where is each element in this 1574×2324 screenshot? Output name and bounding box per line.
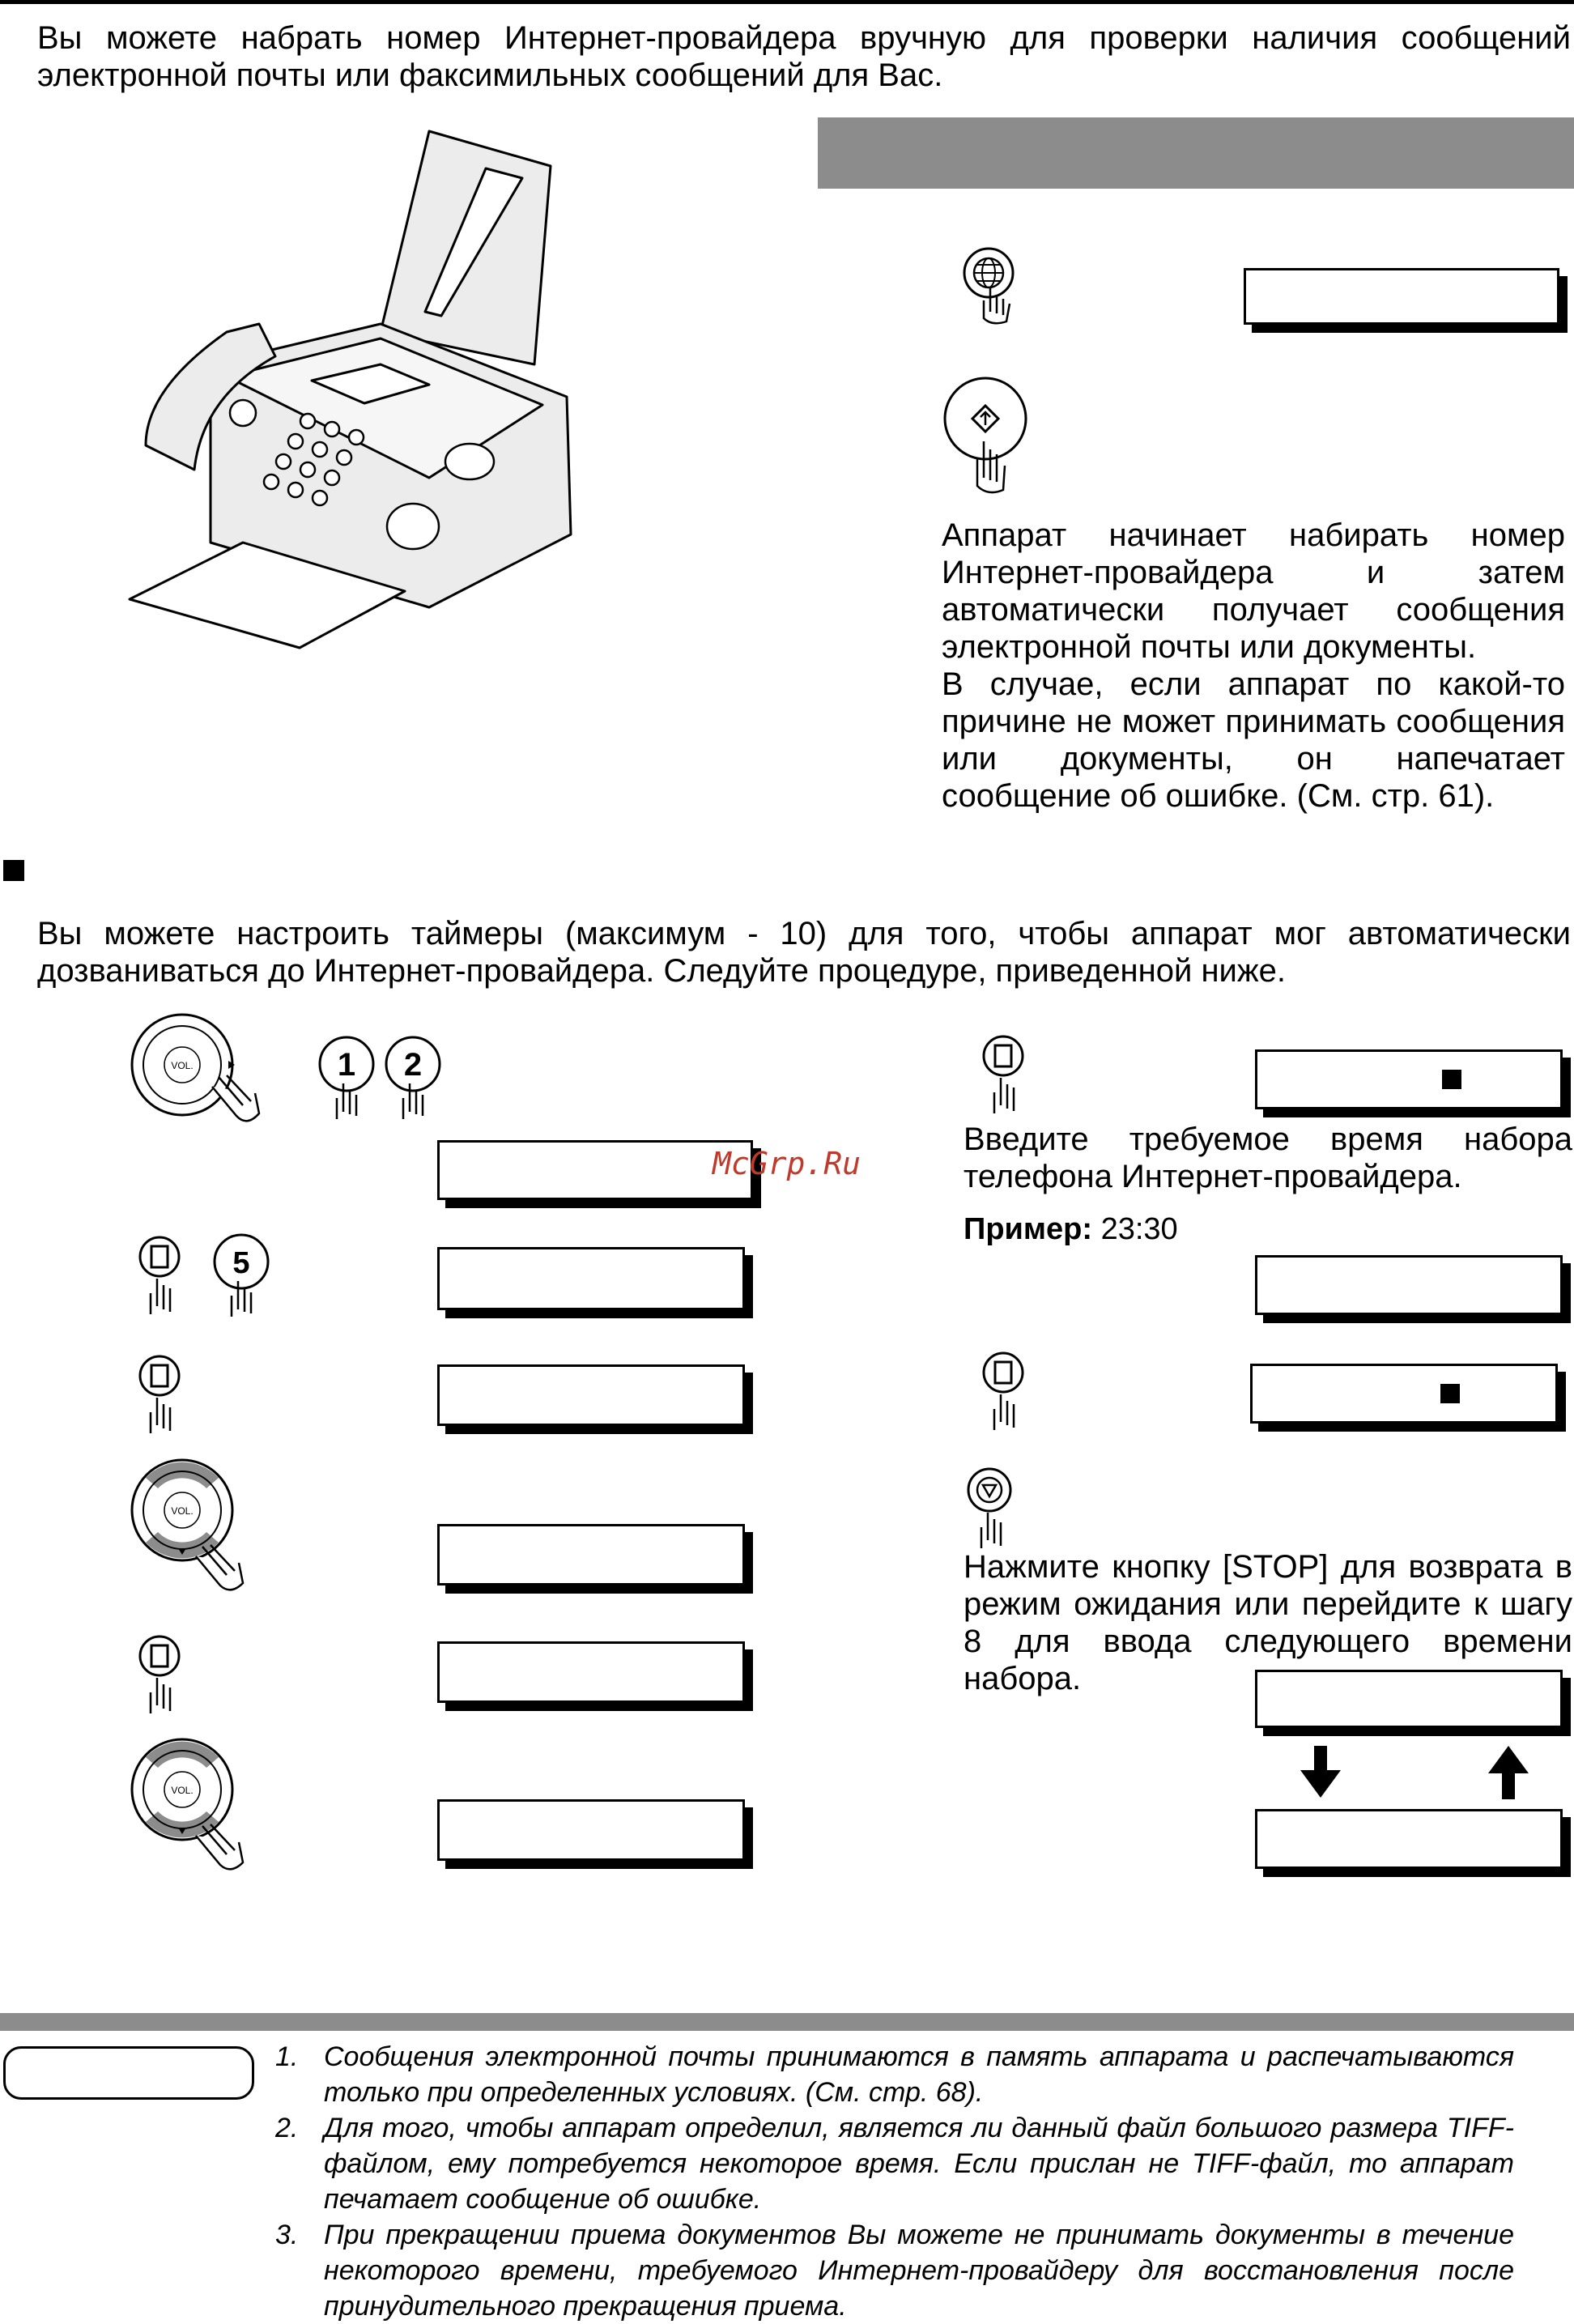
nav-wheel-icon[interactable] xyxy=(121,1012,267,1134)
note-number: 1. xyxy=(275,2041,299,2072)
stop-paragraph: Нажмите кнопку [STOP] для возврата в режим ожидания или перейдите к шагу 8 для ввода следующего времени набора. xyxy=(964,1549,1572,1696)
example-label: Пример: xyxy=(964,1212,1092,1246)
note-number: 2. xyxy=(275,2113,299,2143)
watermark: McGrp.Ru xyxy=(713,1146,861,1181)
top-rule xyxy=(0,0,1574,4)
vol-label: VOL. xyxy=(171,1505,194,1517)
lcd-display-right-2 xyxy=(1255,1255,1563,1315)
lcd-display-top xyxy=(1244,268,1559,325)
note-item xyxy=(275,2039,1514,2112)
note-item xyxy=(275,2217,1514,2324)
enter-time-paragraph: Введите требуемое время набора телефона Интернет-провайдера. xyxy=(964,1122,1572,1194)
arrow-up-icon xyxy=(1487,1746,1530,1799)
start-key-icon[interactable] xyxy=(943,377,1032,498)
display-cursor-block xyxy=(1440,1384,1460,1403)
vol-label: VOL. xyxy=(171,1785,194,1796)
lcd-display-step-3 xyxy=(437,1364,745,1426)
internet-key-icon[interactable] xyxy=(959,247,1024,328)
note-text: При прекращении приема документов Вы можете не принимать документы в течение некоторого времени, требуемого Интернет-провайдеру для восстановления после принудительного прекращения приема. xyxy=(324,2220,1514,2322)
note-text: Сообщения электронной почты принимаются в память аппарата и распечатываются только при определенных условиях. (См. стр. 68). xyxy=(324,2041,1514,2108)
lcd-display-step-4 xyxy=(437,1524,745,1586)
result-text-1: Аппарат начинает набирать номер Интернет-провайдера и затем автоматически получает сообщения электронной почты или документы. xyxy=(942,517,1565,665)
lcd-display-step-6 xyxy=(437,1799,745,1861)
key-5-label: 5 xyxy=(232,1246,250,1280)
menu-key-icon[interactable] xyxy=(138,1634,186,1719)
key-1-label: 1 xyxy=(337,1047,356,1083)
note-number: 3. xyxy=(275,2220,299,2250)
menu-key-icon[interactable] xyxy=(981,1034,1030,1119)
gray-header-bar xyxy=(818,117,1574,189)
result-text-2: В случае, если аппарат по какой-то причине не может принимать сообщения или документы, он напечатает сообщение об ошибке. (См. стр. 61). xyxy=(942,666,1565,814)
lcd-display-right-4 xyxy=(1255,1670,1563,1728)
nav-wheel-down-icon[interactable] xyxy=(121,1458,267,1595)
result-paragraph xyxy=(942,517,1565,815)
key-5-icon[interactable] xyxy=(212,1232,277,1322)
note-text: Для того, чтобы аппарат определил, является ли данный файл большого размера TIFF-файлом, ему потребуется некоторое время. Если прислан не TIFF-файл, то аппарат печатает сообщение об ошибке. xyxy=(324,2113,1514,2215)
lcd-display-right-3 xyxy=(1250,1364,1558,1424)
lcd-display-right-1 xyxy=(1255,1049,1563,1109)
example-line xyxy=(964,1212,1178,1247)
section-bullet xyxy=(3,860,24,881)
lcd-display-step-1 xyxy=(437,1140,753,1200)
vol-label: VOL. xyxy=(171,1060,194,1071)
example-value: 23:30 xyxy=(1100,1212,1178,1246)
timer-intro-paragraph: Вы можете настроить таймеры (максимум - 10) для того, чтобы аппарат мог автоматически дозваниваться до Интернет-провайдера. Следуйте процедуре, приведенной ниже. xyxy=(37,916,1571,989)
display-cursor-block xyxy=(1442,1070,1461,1089)
menu-key-icon[interactable] xyxy=(138,1235,186,1320)
key-2-icon[interactable] xyxy=(384,1035,449,1124)
fax-machine-illustration xyxy=(113,121,615,672)
key-1-icon[interactable] xyxy=(317,1035,382,1124)
note-item xyxy=(275,2110,1514,2217)
intro-paragraph: Вы можете набрать номер Интернет-провайдера вручную для проверки наличия сообщений электронной почты или факсимильных сообщений для Вас. xyxy=(37,20,1571,93)
arrow-down-icon xyxy=(1299,1746,1342,1799)
menu-key-icon[interactable] xyxy=(138,1354,186,1439)
lcd-display-step-2 xyxy=(437,1247,745,1310)
notes-gray-bar xyxy=(0,2013,1574,2031)
lcd-display-right-5 xyxy=(1255,1809,1563,1869)
notes-label-box xyxy=(3,2046,254,2100)
menu-key-icon[interactable] xyxy=(981,1351,1030,1436)
nav-wheel-down-icon[interactable] xyxy=(121,1737,267,1875)
key-2-label: 2 xyxy=(403,1047,423,1083)
lcd-display-step-5 xyxy=(437,1641,745,1703)
stop-key-icon[interactable] xyxy=(965,1467,1022,1552)
